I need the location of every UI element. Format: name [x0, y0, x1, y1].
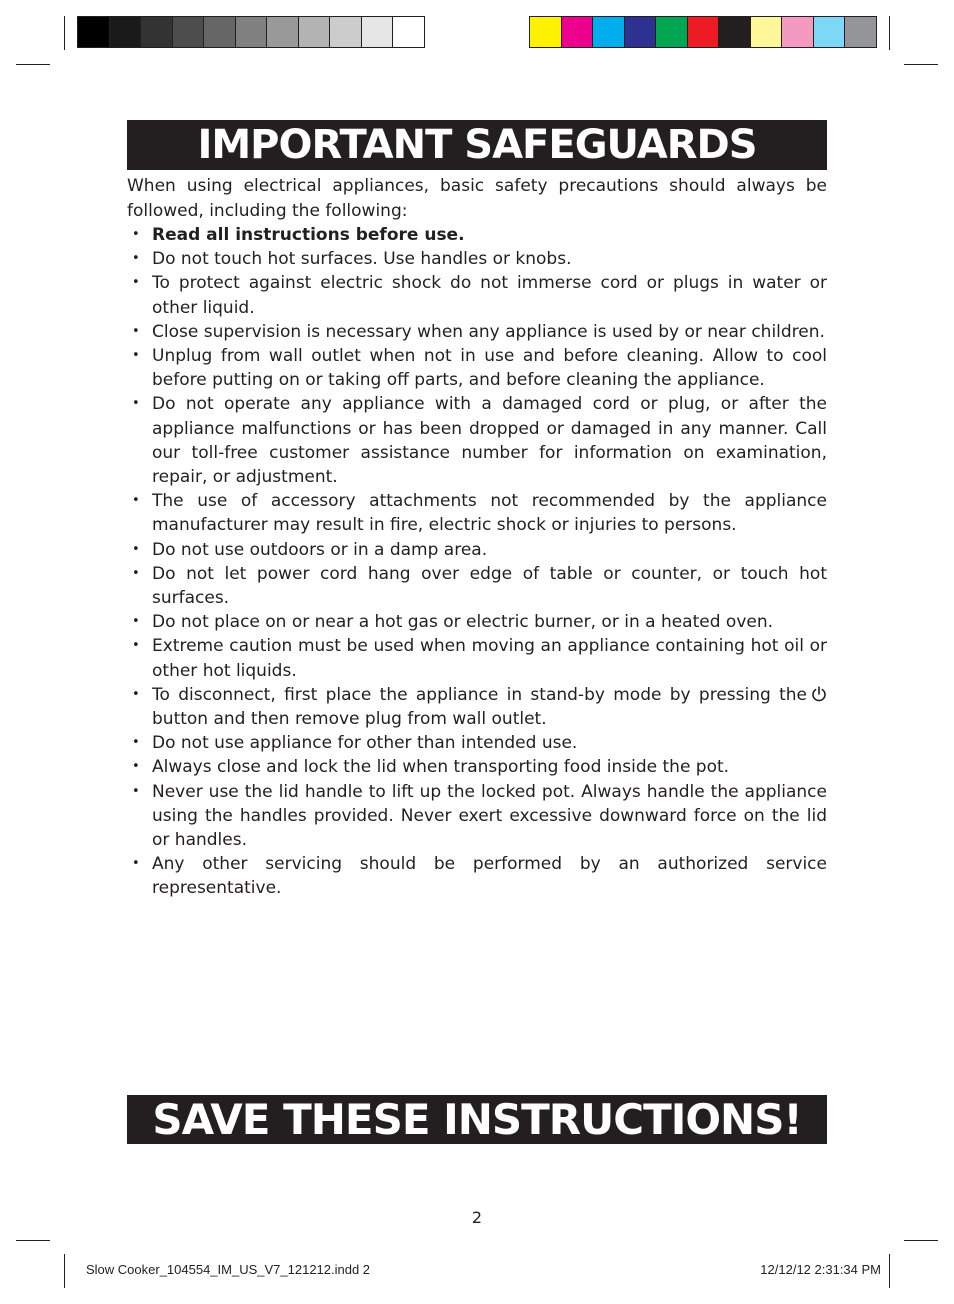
- list-item-text: The use of accessory attachments not recommended by the appliance manufacturer may result in fire, electric shock or injuries to persons.: [152, 491, 827, 536]
- bullet: •: [132, 323, 140, 339]
- grayscale-swatch: [78, 17, 110, 47]
- list-item-text: To protect against electric shock do not immerse cord or plugs in water or other liquid.: [152, 273, 827, 318]
- list-item-text: Any other servicing should be performed by an authorized service representative.: [152, 854, 827, 899]
- process-swatch: [562, 17, 594, 47]
- bullet: •: [132, 493, 140, 509]
- grayscale-swatch: [362, 17, 394, 47]
- list-item-text: Do not let power cord hang over edge of table or counter, or touch hot surfaces.: [152, 563, 827, 609]
- safeguards-list: [127, 223, 827, 901]
- list-item: [127, 247, 827, 271]
- bullet: •: [132, 638, 140, 654]
- list-item: [127, 852, 827, 900]
- list-item: [127, 634, 827, 682]
- bullet: •: [132, 565, 140, 581]
- bullet: •: [132, 783, 140, 799]
- list-item: [127, 780, 827, 853]
- process-swatch: [814, 17, 846, 47]
- grayscale-swatch: [173, 17, 205, 47]
- list-item: [127, 610, 827, 634]
- power-standby-icon: [811, 686, 827, 702]
- grayscale-swatch: [236, 17, 268, 47]
- list-item: [127, 320, 827, 344]
- crop-mark: [904, 64, 938, 65]
- process-swatch: [530, 17, 562, 47]
- grayscale-swatch: [267, 17, 299, 47]
- grayscale-swatch: [393, 17, 424, 47]
- grayscale-swatch: [299, 17, 331, 47]
- process-swatch: [751, 17, 783, 47]
- file-slug: Slow Cooker_104554_IM_US_V7_121212.indd 2: [86, 1262, 371, 1277]
- process-color-bar: [529, 16, 877, 48]
- grayscale-swatch: [141, 17, 173, 47]
- list-item: [127, 562, 827, 610]
- bullet: •: [132, 759, 140, 775]
- list-item-text: Do not operate any appliance with a damaged cord or plug, or after the appliance malfunctions or has been dropped or damaged in any manner. Call our toll-free customer assistance number for information on examination, repair, or adjustment.: [152, 394, 827, 488]
- list-item-text: Do not place on or near a hot gas or electric burner, or in a heated oven.: [152, 612, 774, 633]
- list-item-text: Always close and lock the lid when transporting food inside the pot.: [152, 757, 730, 778]
- grayscale-color-bar: [77, 16, 425, 48]
- bullet: •: [132, 614, 140, 630]
- crop-mark: [904, 1240, 938, 1241]
- list-item: [127, 683, 827, 731]
- bullet: •: [132, 396, 140, 412]
- list-item: [127, 538, 827, 562]
- list-item: [127, 489, 827, 537]
- bullet: •: [132, 275, 140, 291]
- list-item: [127, 392, 827, 489]
- bullet: •: [132, 735, 140, 751]
- grayscale-swatch: [110, 17, 142, 47]
- bullet: •: [132, 227, 140, 242]
- crop-mark: [889, 16, 890, 50]
- save-instructions-banner: SAVE THESE INSTRUCTIONS!: [127, 1095, 827, 1144]
- bullet: •: [132, 686, 140, 702]
- list-item-text: Unplug from wall outlet when not in use and before cleaning. Allow to cool before putting on or taking off parts, and before cleaning the appliance.: [152, 346, 827, 391]
- process-swatch: [845, 17, 876, 47]
- list-item-text: Read all instructions before use.: [152, 225, 465, 245]
- crop-mark: [16, 1240, 50, 1241]
- bullet: •: [132, 251, 140, 267]
- list-item-text: To disconnect, first place the appliance in stand-by mode by pressing the: [152, 684, 807, 705]
- process-swatch: [625, 17, 657, 47]
- list-item: [127, 755, 827, 779]
- grayscale-swatch: [330, 17, 362, 47]
- grayscale-swatch: [204, 17, 236, 47]
- list-item-text: Extreme caution must be used when moving an appliance containing hot oil or other hot liquids.: [152, 636, 827, 681]
- process-swatch: [688, 17, 720, 47]
- crop-mark: [64, 16, 65, 50]
- list-item-text: Close supervision is necessary when any appliance is used by or near children.: [152, 321, 825, 342]
- list-item-text: Never use the lid handle to lift up the locked pot. Always handle the appliance using the handles provided. Never exert excessive downward force on the lid or handles.: [152, 781, 827, 851]
- list-item-text-continued: button and then remove plug from wall outlet.: [152, 709, 547, 730]
- bullet: •: [132, 348, 140, 364]
- bullet: •: [132, 541, 140, 557]
- list-item: [127, 223, 827, 247]
- page-title: IMPORTANT SAFEGUARDS: [127, 120, 827, 170]
- intro-paragraph: When using electrical appliances, basic safety precautions should always be followed, including the following:: [127, 176, 827, 221]
- list-item-text: Do not use appliance for other than intended use.: [152, 733, 578, 754]
- list-item-text: Do not use outdoors or in a damp area.: [152, 539, 488, 560]
- list-item: [127, 731, 827, 755]
- process-swatch: [782, 17, 814, 47]
- list-item-text: Do not touch hot surfaces. Use handles or knobs.: [152, 249, 572, 270]
- timestamp-slug: 12/12/12 2:31:34 PM: [760, 1262, 881, 1277]
- crop-mark: [889, 1254, 890, 1288]
- process-swatch: [719, 17, 751, 47]
- crop-mark: [16, 64, 50, 65]
- bullet: •: [132, 856, 140, 872]
- process-swatch: [656, 17, 688, 47]
- crop-mark: [64, 1254, 65, 1288]
- page-number: 2: [471, 1208, 483, 1227]
- list-item: [127, 344, 827, 392]
- list-item: [127, 271, 827, 319]
- process-swatch: [593, 17, 625, 47]
